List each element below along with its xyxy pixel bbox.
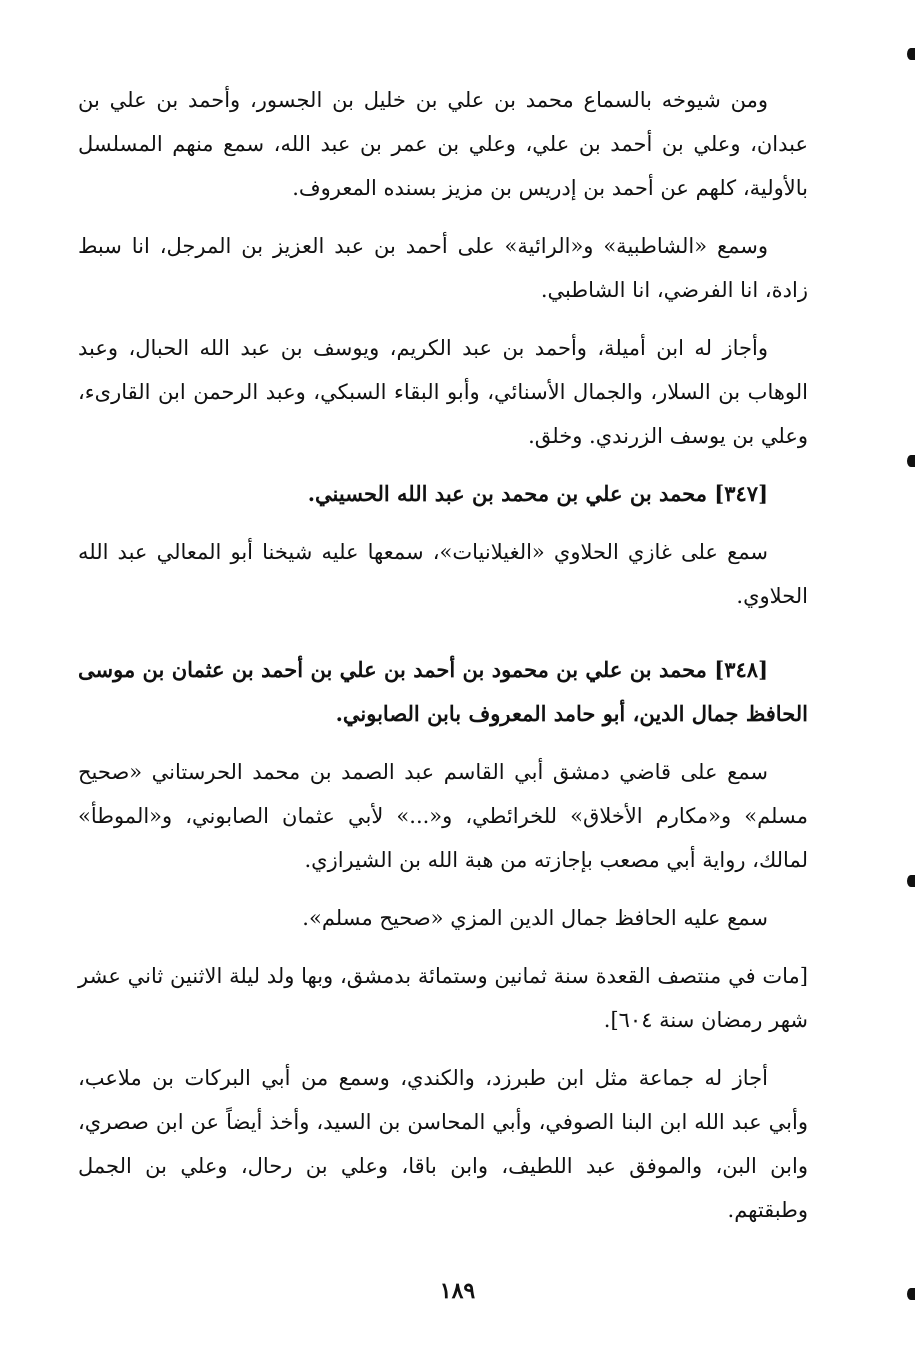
paragraph-tabarzad: أجاز له جماعة مثل ابن طبرزد، والكندي، وسمع من أبي البركات بن ملاعب، وأبي عبد الله ابن البنا الصوفي، وأبي المحاسن بن السيد، وأخذ أيضاً عن ابن صصري، وابن البن، والموفق عبد اللطيف، وابن باقا، وعلي بن رحال، وعلي بن الجمل وطبقتهم. [78, 1066, 808, 1222]
entry-348-heading: [٣٤٨] محمد بن علي بن محمود بن أحمد بن علي بن أحمد بن عثمان بن موسى الحافظ جمال الدين، أبو حامد المعروف بابن الصابوني. [78, 657, 808, 726]
scan-edge-mark [907, 875, 915, 887]
paragraph-shatibiyya: وسمع «الشاطبية» و«الرائية» على أحمد بن عبد العزيز بن المرجل، انا سبط زادة، انا الفرضي، انا الشاطبي. [78, 234, 808, 302]
paragraph-mizzi: سمع عليه الحافظ جمال الدين المزي «صحيح مسلم». [302, 906, 768, 930]
entry-347-heading: [٣٤٧] محمد بن علي بن محمد بن عبد الله الحسيني. [307, 481, 768, 506]
scan-edge-mark [907, 48, 915, 60]
section-gap [78, 632, 808, 648]
paragraph-harastani: سمع على قاضي دمشق أبي القاسم عبد الصمد بن محمد الحرستاني «صحيح مسلم» و«مكارم الأخلاق» للخرائطي، و«...» لأبي عثمان الصابوني، و«الموطأ» لمالك، رواية أبي مصعب بإجازته من هبة الله بن الشيرازي. [78, 760, 808, 872]
paragraph-death-note: [مات في منتصف القعدة سنة ثمانين وستمائة بدمشق، وبها ولد ليلة الاثنين ثاني عشر شهر رمضان سنة ٦٠٤]. [78, 964, 808, 1032]
paragraph-ghaylaniyyat: سمع على غازي الحلاوي «الغيلانيات»، سمعها عليه شيخنا أبو المعالي عبد الله الحلاوي. [78, 540, 808, 608]
paragraph-ijaza: وأجاز له ابن أميلة، وأحمد بن عبد الكريم، ويوسف بن عبد الله الحبال، وعبد الوهاب بن السلار، والجمال الأسنائي، وأبو البقاء السبكي، وعبد الرحمن ابن القارىء، وعلي بن يوسف الزرندي. وخلق. [78, 336, 808, 448]
page-text [78, 78, 808, 1246]
scan-edge-mark [907, 1288, 915, 1300]
paragraph-shuyukh: ومن شيوخه بالسماع محمد بن علي بن خليل بن الجسور، وأحمد بن علي بن عبدان، وعلي بن أحمد بن علي، وعلي بن عمر بن عبد الله، سمع منهم المسلسل بالأولية، كلهم عن أحمد بن إدريس بن مزيز بسنده المعروف. [78, 88, 808, 200]
scan-edge-mark [907, 455, 915, 467]
page-number: ١٨٩ [439, 1278, 476, 1304]
